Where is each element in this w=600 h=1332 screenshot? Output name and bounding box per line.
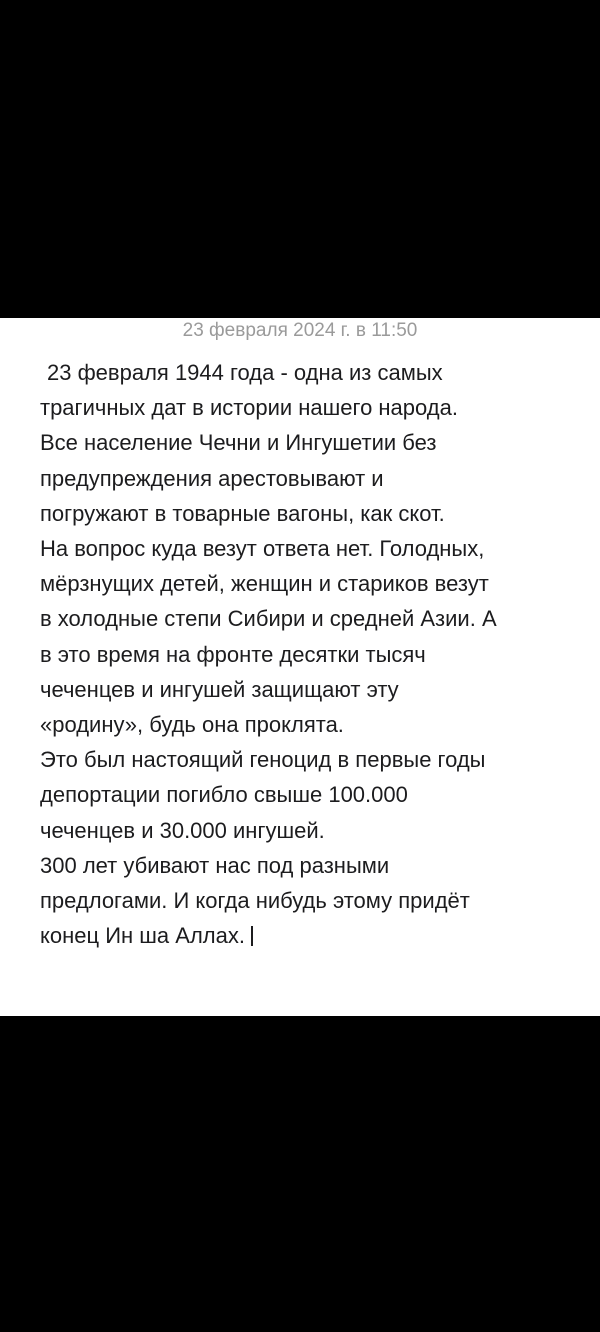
note-line: 300 лет убивают нас под разными [40, 852, 390, 878]
note-line: в холодные степи Сибири и средней Азии. А [40, 606, 497, 632]
note-line: чеченцев и 30.000 ингушей. [40, 817, 325, 843]
note-line: в это время на фронте десятки тысяч [40, 641, 426, 667]
note-line: предлогами. И когда нибудь этому придёт [40, 888, 470, 914]
note-line: предупреждения арестовывают и [40, 465, 384, 491]
note-line: Это был настоящий геноцид в первые годы [40, 747, 486, 773]
note-line-text: конец Ин ша Аллах. [40, 923, 245, 949]
note-line: Все население Чечни и Ингушетии без [40, 430, 437, 456]
note-line: чеченцев и ингушей защищают эту [40, 676, 399, 702]
note-line: депортации погибло свыше 100.000 [40, 782, 408, 808]
text-cursor [251, 926, 253, 946]
note-line: «родину», будь она проклята. [40, 712, 344, 738]
note-line: погружают в товарные вагоны, как скот. [40, 500, 445, 526]
bottom-black-area [0, 1016, 600, 1332]
top-black-area [0, 0, 600, 318]
note-line: мёрзнущих детей, женщин и стариков везут [40, 571, 489, 597]
note-date: 23 февраля 2024 г. в 11:50 [182, 320, 418, 341]
note-line-last [40, 918, 572, 953]
note-line: На вопрос куда везут ответа нет. Голодных, [40, 536, 485, 562]
note-line: 23 февраля 1944 года - одна из самых [47, 360, 443, 385]
note-body[interactable] [40, 355, 572, 953]
note-line: трагичных дат в истории нашего народа. [40, 395, 458, 421]
